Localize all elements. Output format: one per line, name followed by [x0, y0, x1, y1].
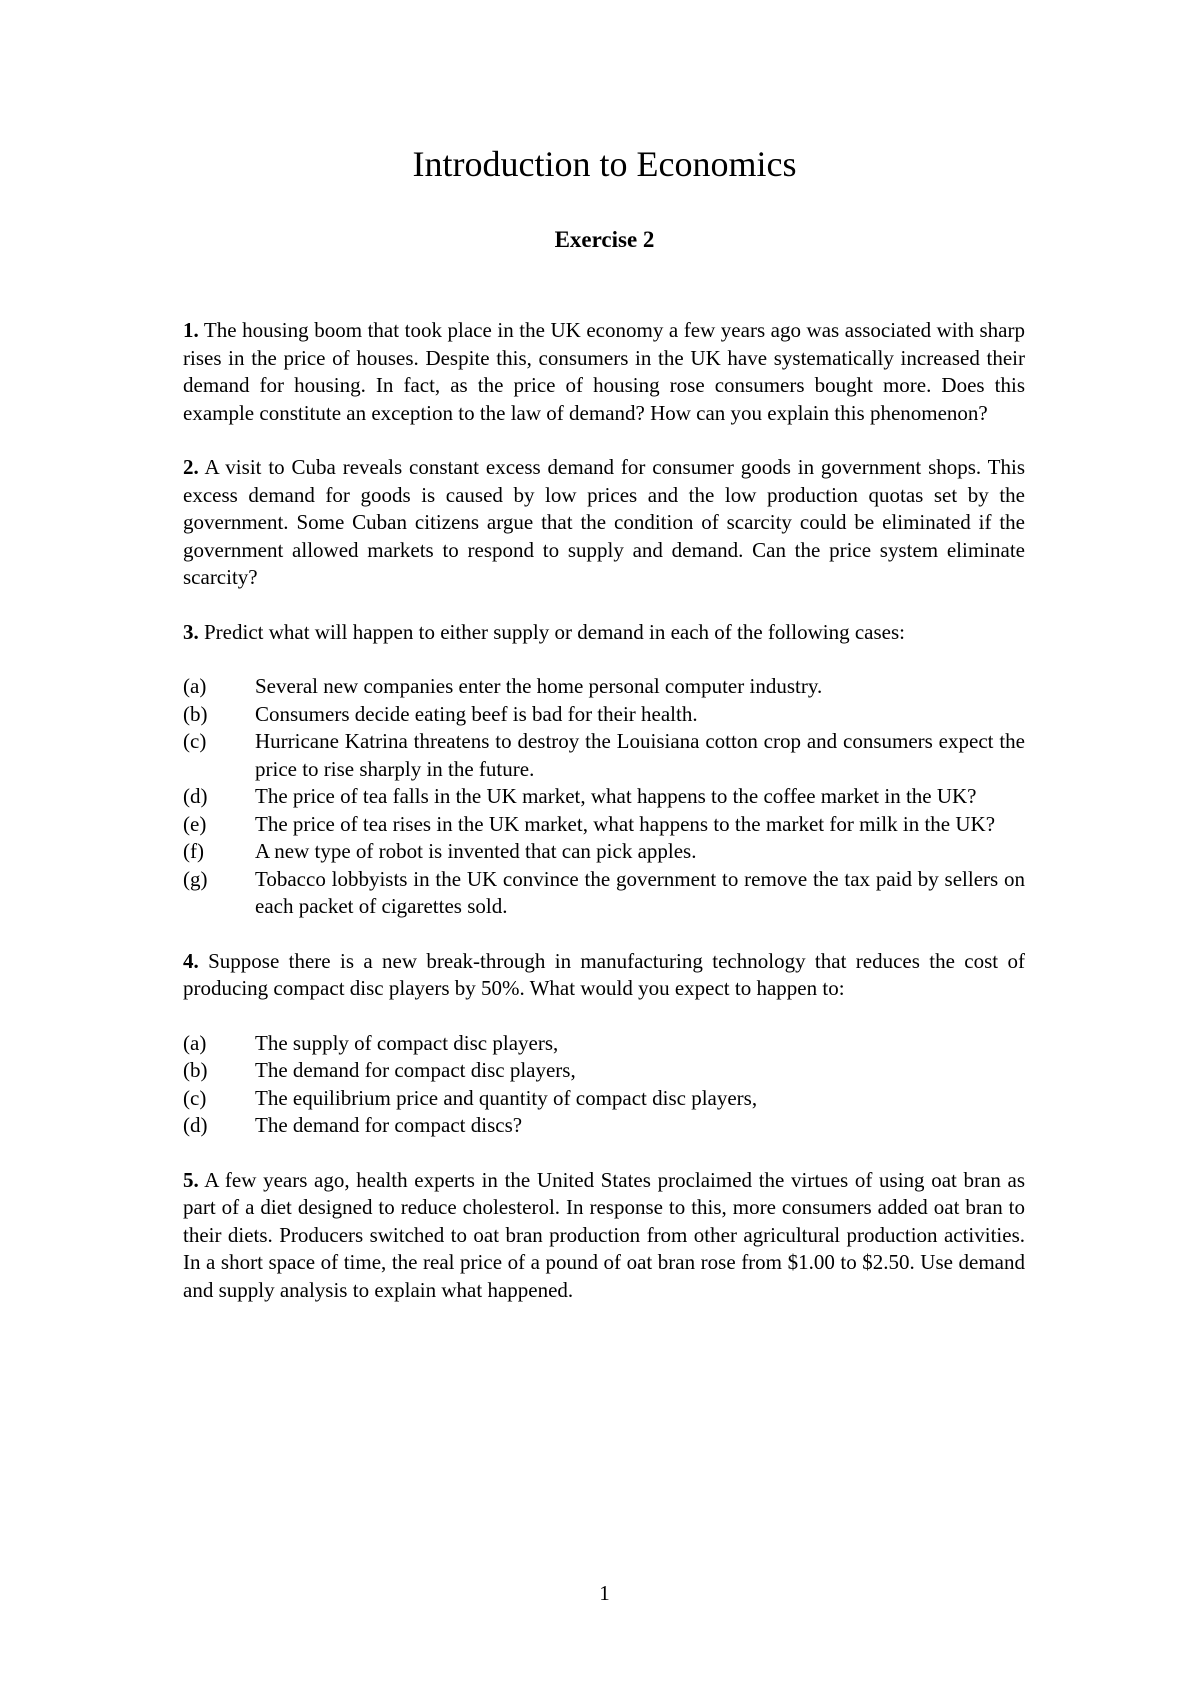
question-text: The housing boom that took place in the UK economy a few years ago was associated with sharp rises in the price of houses. Despite this, consumers in the UK have systematically increased their demand for housing. In fact, as the price of housing rose consumers bought more. Does this example constitute an exception to the law of demand? How can you explain this phenomenon?: [183, 318, 1025, 425]
list-item: [183, 866, 1025, 921]
question-3: [183, 619, 1025, 647]
item-label: (b): [183, 701, 208, 726]
question-text: A visit to Cuba reveals constant excess demand for consumer goods in government shops. This excess demand for goods is caused by low prices and the low production quotas set by the government. Some Cuban citizens argue that the condition of scarcity could be eliminated if the government allowed markets to respond to supply and demand. Can the price system eliminate scarcity?: [183, 455, 1025, 589]
question-text: A few years ago, health experts in the United States proclaimed the virtues of using oat bran as part of a diet designed to reduce cholesterol. In response to this, more consumers added oat bran to their diets. Producers switched to oat bran production from other agricultural production activities. In a short space of time, the real price of a pound of oat bran rose from $1.00 to $2.50. Use demand and supply analysis to explain what happened.: [183, 1167, 1025, 1302]
item-text: The price of tea rises in the UK market, what happens to the market for milk in the UK?: [255, 811, 996, 836]
item-label: (a): [183, 674, 207, 698]
item-label: (c): [183, 1085, 207, 1110]
question-text: Suppose there is a new break-through in manufacturing technology that reduces the cost of producing compact disc players by 50%. What would you expect to happen to:: [183, 948, 1025, 1000]
item-text: The supply of compact disc players,: [255, 1030, 559, 1055]
page-number: 1: [599, 1581, 610, 1605]
list-item: [183, 1085, 1025, 1113]
list-item: [183, 783, 1025, 811]
list-item: [183, 1112, 1025, 1140]
item-label: (d): [183, 1113, 208, 1137]
item-text: Tobacco lobbyists in the UK convince the government to remove the tax paid by sellers on each packet of cigarettes sold.: [255, 866, 1025, 918]
item-text: Several new companies enter the home personal computer industry.: [255, 674, 823, 698]
item-label: (a): [183, 1030, 207, 1055]
question-number: 2.: [183, 455, 199, 479]
list-item: [183, 1030, 1025, 1058]
question-number: 5.: [183, 1167, 199, 1192]
list-item: [183, 701, 1025, 729]
question-1: [183, 317, 1025, 427]
list-item: [183, 1057, 1025, 1085]
question-5: [183, 1167, 1025, 1305]
question-number: 4.: [183, 948, 199, 973]
item-text: Consumers decide eating beef is bad for their health.: [255, 701, 698, 726]
question-2: [183, 454, 1025, 592]
item-text: A new type of robot is invented that can pick apples.: [255, 839, 697, 863]
question-4-cases: [183, 1030, 1025, 1140]
item-text: The equilibrium price and quantity of compact disc players,: [255, 1085, 758, 1110]
item-label: (e): [183, 811, 207, 836]
list-item: [183, 673, 1025, 701]
item-text: The demand for compact discs?: [255, 1113, 523, 1137]
question-number: 3.: [183, 619, 199, 644]
question-number: 1.: [183, 318, 199, 342]
list-item: [183, 838, 1025, 866]
item-label: (b): [183, 1058, 208, 1082]
question-4: [183, 948, 1025, 1003]
question-3-cases: [183, 673, 1025, 921]
question-text: Predict what will happen to either supply or demand in each of the following cases:: [198, 619, 905, 644]
item-label: (d): [183, 784, 208, 808]
item-label: (c): [183, 729, 207, 753]
item-label: (g): [183, 866, 208, 891]
list-item: [183, 728, 1025, 783]
exercise-body: [183, 317, 1025, 1331]
item-text: Hurricane Katrina threatens to destroy the Louisiana cotton crop and consumers expect the price to rise sharply in the future.: [255, 729, 1025, 781]
exercise-heading: Exercise 2: [554, 227, 655, 252]
page-title: Introduction to Economics: [412, 144, 797, 184]
list-item: [183, 811, 1025, 839]
item-text: The price of tea falls in the UK market, what happens to the coffee market in the UK?: [255, 784, 977, 808]
item-label: (f): [183, 839, 204, 863]
item-text: The demand for compact disc players,: [255, 1058, 576, 1082]
